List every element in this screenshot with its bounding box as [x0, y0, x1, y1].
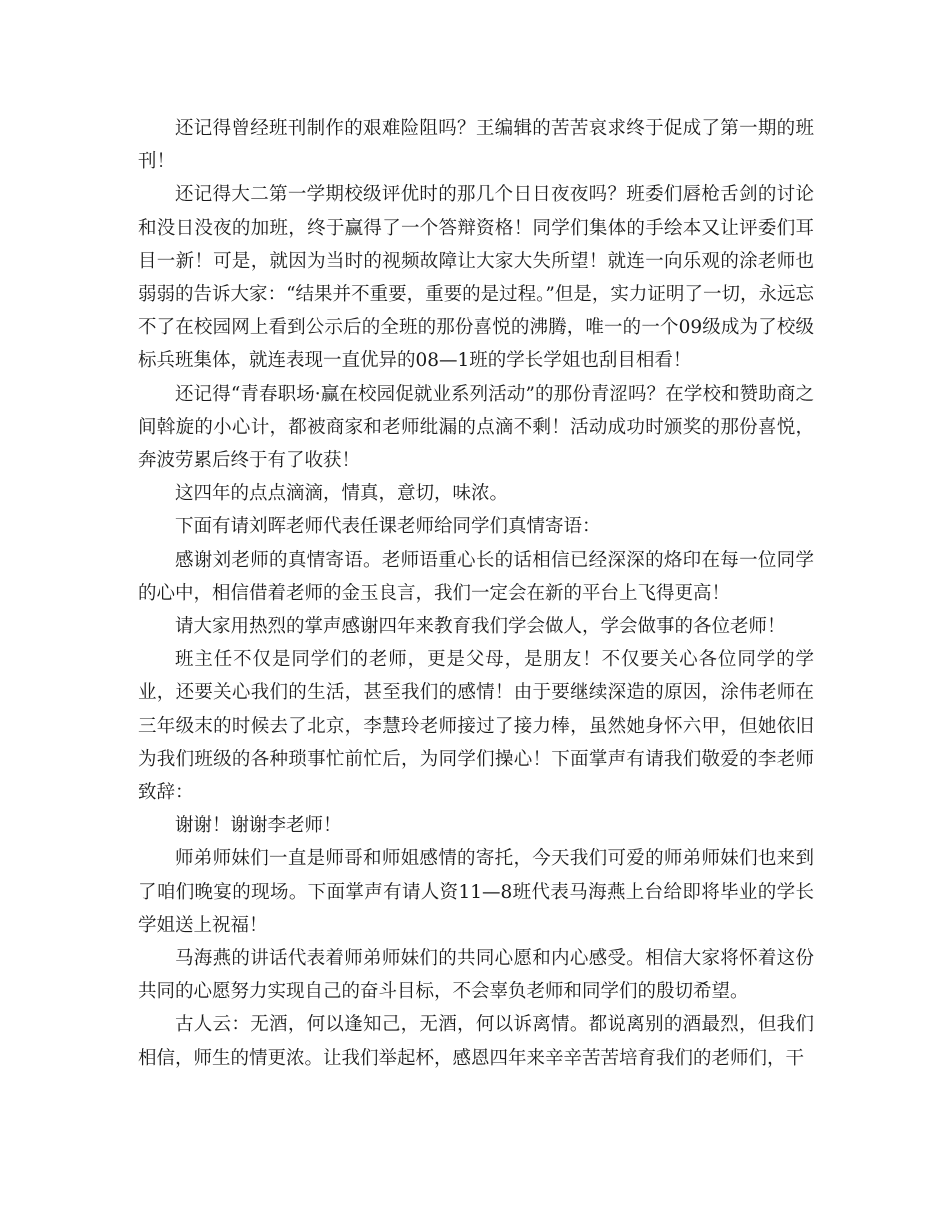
document-body [138, 112, 814, 1075]
paragraph: 马海燕的讲话代表着师弟师妹们的共同心愿和内心感受。相信大家将怀着这份共同的心愿努力实现自己的奋斗目标，不会辜负老师和同学们的殷切希望。 [138, 948, 814, 1003]
paragraph: 感谢刘老师的真情寄语。老师语重心长的话相信已经深深的烙印在每一位同学的心中，相信借着老师的金玉良言，我们一定会在新的平台上飞得更高！ [138, 549, 814, 604]
paragraph: 还记得大二第一学期校级评优时的那几个日日夜夜吗？班委们唇枪舌剑的讨论和没日没夜的加班，终于赢得了一个答辩资格！同学们集体的手绘本又让评委们耳目一新！可是，就因为当时的视频故障让大家大失所望！就连一向乐观的涂老师也弱弱的告诉大家：“结果并不重要，重要的是过程。”但是，实力证明了一切，永远忘不了在校园网上看到公示后的全班的那份喜悦的沸腾，唯一的一个09级成为了校级标兵班集体，就连表现一直优异的08—1班的学长学姐也刮目相看！ [138, 184, 814, 372]
paragraph: 还记得曾经班刊制作的艰难险阻吗？王编辑的苦苦哀求终于促成了第一期的班刊！ [138, 118, 814, 173]
paragraph: 下面有请刘晖老师代表任课老师给同学们真情寄语： [175, 516, 601, 538]
paragraph: 古人云：无酒，何以逢知己，无酒，何以诉离情。都说离别的酒最烈，但我们相信，师生的情更浓。让我们举起杯，感恩四年来辛辛苦苦培育我们的老师们，干 [138, 1014, 814, 1069]
paragraph: 谢谢！谢谢李老师！ [175, 815, 342, 837]
paragraph: 请大家用热烈的掌声感谢四年来教育我们学会做人，学会做事的各位老师！ [175, 616, 786, 638]
paragraph: 师弟师妹们一直是师哥和师姐感情的寄托，今天我们可爱的师弟师妹们也来到了咱们晚宴的现场。下面掌声有请人资11—8班代表马海燕上台给即将毕业的学长学姐送上祝福！ [138, 848, 814, 936]
paragraph: 班主任不仅是同学们的老师，更是父母，是朋友！不仅要关心各位同学的学业，还要关心我们的生活，甚至我们的感情！由于要继续深造的原因，涂伟老师在三年级末的时候去了北京，李慧玲老师接过了接力棒，虽然她身怀六甲，但她依旧为我们班级的各种琐事忙前忙后，为同学们操心！下面掌声有请我们敬爱的李老师致辞： [138, 649, 814, 804]
paragraph: 这四年的点点滴滴，情真，意切，味浓。 [175, 483, 509, 505]
paragraph: 还记得“青春职场·赢在校园促就业系列活动”的那份青涩吗？在学校和赞助商之间斡旋的小心计，都被商家和老师纰漏的点滴不剩！活动成功时颁奖的那份喜悦，奔波劳累后终于有了收获！ [138, 383, 814, 472]
